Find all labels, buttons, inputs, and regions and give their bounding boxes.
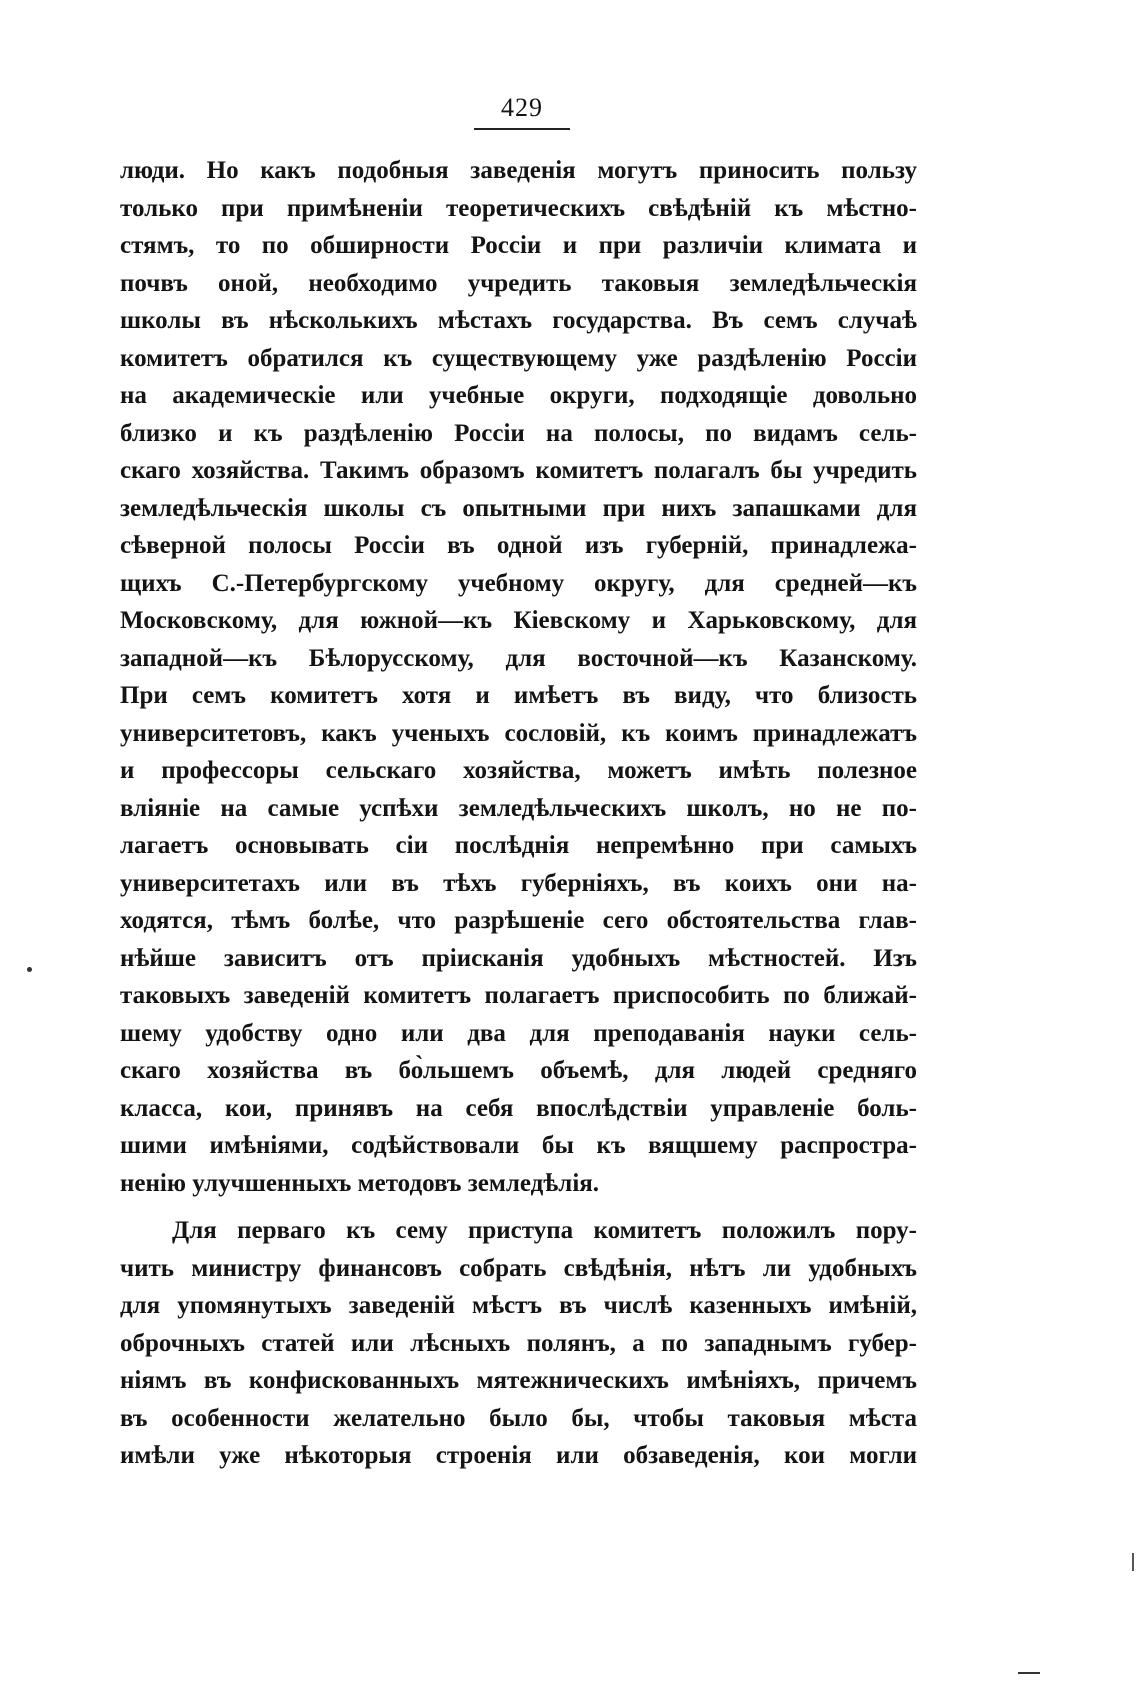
paragraph-gap xyxy=(120,1202,917,1212)
edge-mark xyxy=(1132,1553,1134,1571)
text-line: оброчныхъ статей или лѣсныхъ полянъ, а по западнымъ губер- xyxy=(120,1329,917,1357)
text-line: При семъ комитетъ хотя и имѣетъ въ виду, что близость xyxy=(120,682,917,709)
text-line: стямъ, то по обширности Россіи и при различіи климата и xyxy=(120,232,917,259)
corner-rule xyxy=(1018,1672,1040,1674)
text-line: нѣйше зависитъ отъ пріисканія удобныхъ мѣстностей. Изъ xyxy=(120,944,917,972)
text-line: класса, кои, принявъ на себя впослѣдствіи управленіе боль- xyxy=(120,1094,917,1122)
text-line: чить министру финансовъ собрать свѣдѣнія, нѣтъ ли удобныхъ xyxy=(120,1254,917,1282)
text-line: Московскому, для южной—къ Кіевскому и Харьковскому, для xyxy=(120,607,917,634)
text-line: почвъ оной, необходимо учредить таковыя земледѣльческія xyxy=(120,269,917,297)
text-line: для упомянутыхъ заведеній мѣстъ въ числѣ казенныхъ имѣній, xyxy=(120,1292,917,1319)
text-line: ненію улучшенныхъ методовъ земледѣлія. xyxy=(120,1169,600,1197)
text-line: земледѣльческія школы съ опытными при нихъ запашками для xyxy=(120,494,917,522)
paragraph-2 xyxy=(120,1212,917,1475)
text-line: шими имѣніями, содѣйствовали бы къ вящшему распростра- xyxy=(120,1132,917,1159)
page-number-rule xyxy=(474,128,570,130)
text-line: школы въ нѣсколькихъ мѣстахъ государства. Въ семъ случаѣ xyxy=(120,307,917,334)
text-line: ніямъ въ конфискованныхъ мятежническихъ имѣніяхъ, причемъ xyxy=(120,1367,917,1394)
text-line: и профессоры сельскаго хозяйства, можетъ имѣть полезное xyxy=(120,757,917,784)
text-line: вліяніе на самые успѣхи земледѣльческихъ школъ, но не по- xyxy=(120,794,917,822)
text-line: западной—къ Бѣлорусскому, для восточной—къ Казанскому. xyxy=(120,644,917,672)
text-line: таковыхъ заведеній комитетъ полагаетъ приспособить по ближай- xyxy=(120,982,917,1009)
text-line: люди. Но какъ подобныя заведенія могутъ приносить пользу xyxy=(120,157,917,184)
margin-speck xyxy=(27,967,32,972)
page-number: 429 xyxy=(501,93,543,122)
text-line: въ особенности желательно было бы, чтобы таковыя мѣста xyxy=(120,1404,917,1432)
text-line: шему удобству одно или два для преподаванія науки сель- xyxy=(120,1019,917,1047)
text-line: лагаетъ основывать сіи послѣднія непремѣнно при самыхъ xyxy=(120,832,917,859)
text-line: университетахъ или въ тѣхъ губерніяхъ, въ коихъ они на- xyxy=(120,869,917,897)
text-line: скаго хозяйства. Такимъ образомъ комитетъ полагалъ бы учредить xyxy=(120,457,917,484)
text-line: сѣверной полосы Россіи въ одной изъ губерній, принадлежа- xyxy=(120,532,917,559)
paragraph-1 xyxy=(120,152,917,1202)
text-line: на академическіе или учебные округи, подходящіе довольно xyxy=(120,382,917,409)
text-line: ходятся, тѣмъ болѣе, что разрѣшеніе сего обстоятельства глав- xyxy=(120,907,917,934)
text-line: скаго хозяйства въ бо̀льшемъ объемѣ, для людей средняго xyxy=(120,1057,917,1084)
body-text xyxy=(120,152,917,1475)
text-line: университетовъ, какъ ученыхъ сословій, къ коимъ принадлежатъ xyxy=(120,719,917,747)
text-line: комитетъ обратился къ существующему уже раздѣленію Россіи xyxy=(120,344,917,372)
text-line: имѣли уже нѣкоторыя строенія или обзаведенія, кои могли xyxy=(120,1442,917,1469)
text-line: только при примѣненіи теоретическихъ свѣдѣній къ мѣстно- xyxy=(120,194,917,222)
text-line: щихъ С.-Петербургскому учебному округу, для средней—къ xyxy=(120,569,917,597)
text-line: Для перваго къ сему приступа комитетъ положилъ пору- xyxy=(172,1217,917,1244)
text-line: близко и къ раздѣленію Россіи на полосы, по видамъ сель- xyxy=(120,419,917,447)
